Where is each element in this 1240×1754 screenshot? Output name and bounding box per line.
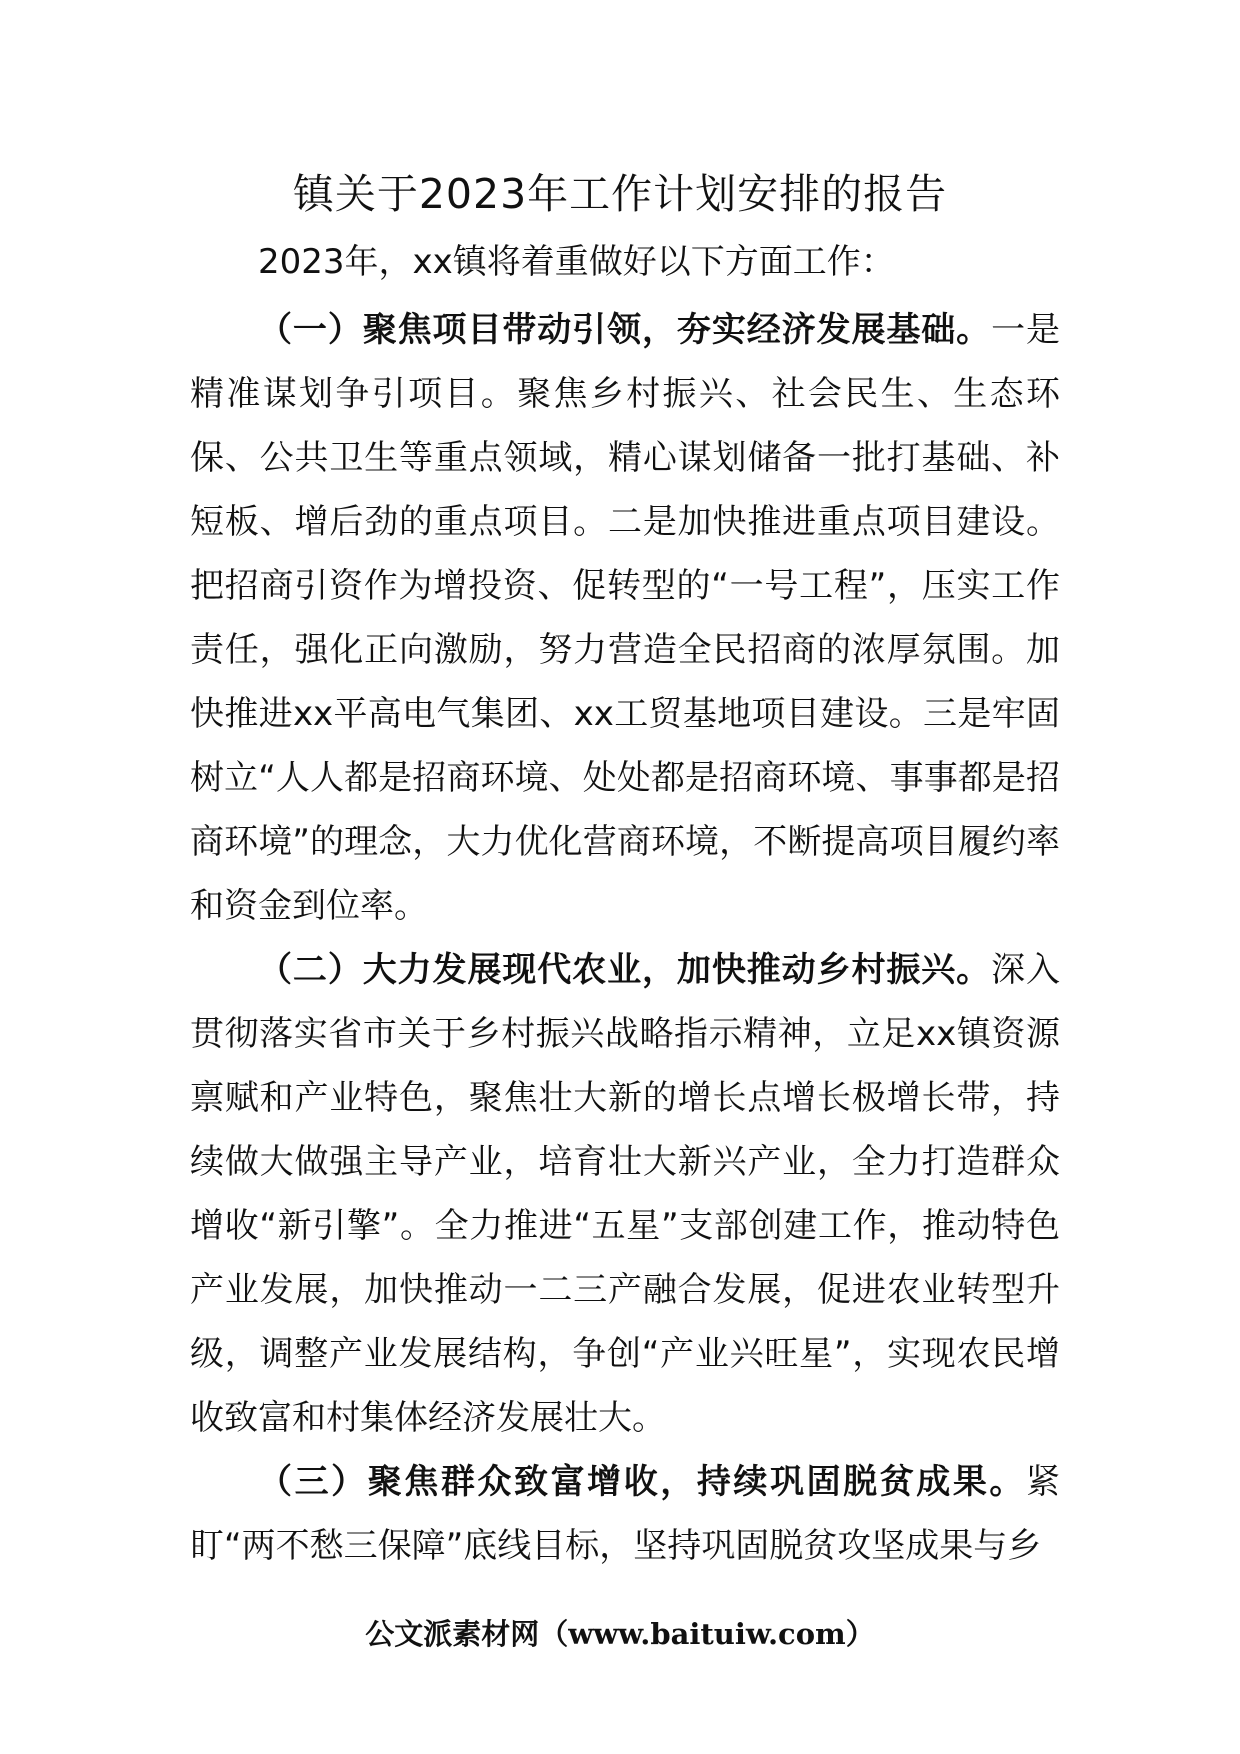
- section-2-body: 深入贯彻落实省市关于乡村振兴战略指示精神，立足xx镇资源禀赋和产业特色，聚焦壮大新的增长点增长极增长带，持续做大做强主导产业，培育壮大新兴产业，全力打造群众增收“新引擎”。全力推进“五星”支部创建工作，推动特色产业发展，加快推动一二三产融合发展，促进农业转型升级，调整产业发展结构，争创“产业兴旺星”，实现农民增收致富和村集体经济发展壮大。: [190, 950, 1061, 1438]
- section-3-heading: （三）聚焦群众致富增收，持续巩固脱贫成果。: [258, 1462, 1026, 1502]
- document-title: 镇关于2023年工作计划安排的报告: [292, 170, 948, 218]
- section-1-heading: （一）聚焦项目带动引领，夯实经济发展基础。: [258, 310, 992, 350]
- footer-watermark: 公文派素材网（www.baituiw.com）: [365, 1617, 875, 1651]
- section-3-body: 紧盯“两不愁三保障”底线目标，坚持巩固脱贫攻坚成果与乡: [190, 1462, 1060, 1566]
- intro-paragraph: 2023年，xx镇将着重做好以下方面工作：: [258, 242, 895, 282]
- section-3-paragraph: [190, 1450, 1060, 1578]
- section-1-paragraph: [190, 298, 1060, 938]
- section-2-heading: （二）大力发展现代农业，加快推动乡村振兴。: [258, 950, 992, 990]
- section-1-body: 一是精准谋划争引项目。聚焦乡村振兴、社会民生、生态环保、公共卫生等重点领域，精心谋划储备一批打基础、补短板、增后劲的重点项目。二是加快推进重点项目建设。把招商引资作为增投资、促转型的“一号工程”，压实工作责任，强化正向激励，努力营造全民招商的浓厚氛围。加快推进xx平高电气集团、xx工贸基地项目建设。三是牢固树立“人人都是招商环境、处处都是招商环境、事事都是招商环境”的理念，大力优化营商环境，不断提高项目履约率和资金到位率。: [190, 310, 1061, 926]
- document-body: [190, 230, 1060, 1578]
- section-2-paragraph: [190, 938, 1060, 1450]
